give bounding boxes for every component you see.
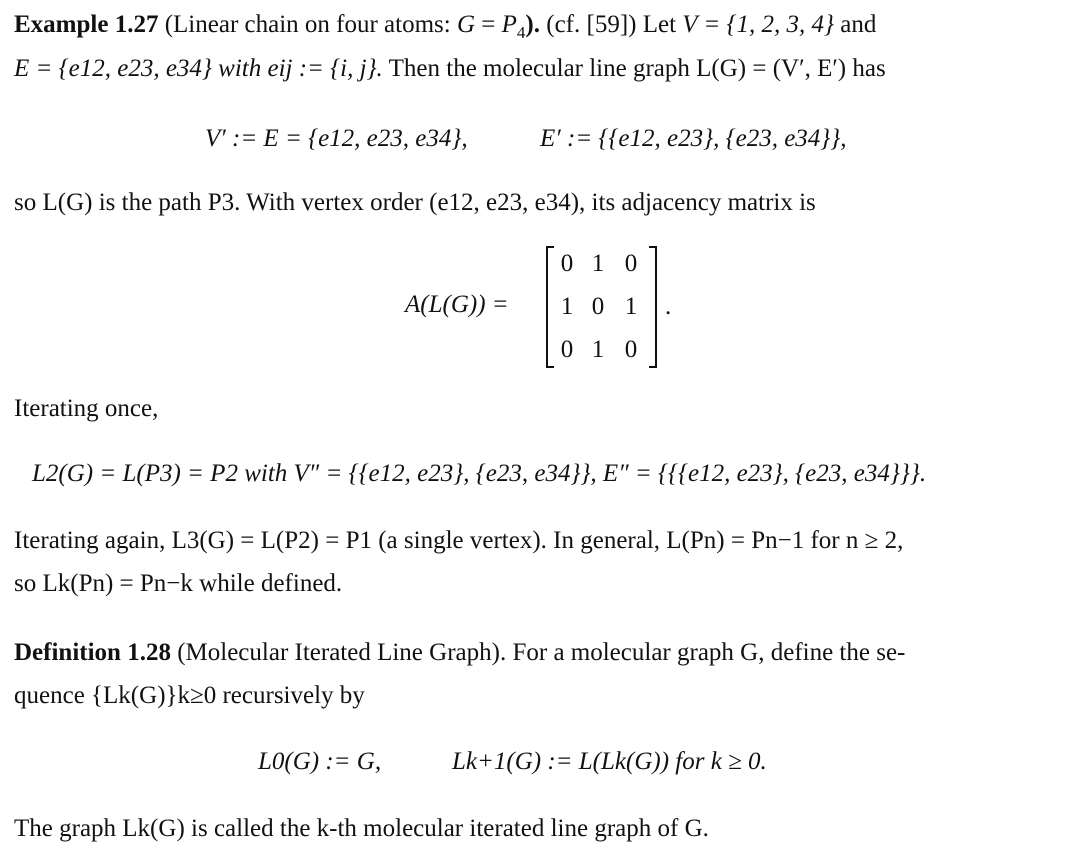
iterating-again-line-2: so Lk(Pn) = Pn−k while defined.: [14, 570, 343, 597]
definition-text-1: For a molecular graph G, define the se-: [512, 639, 906, 666]
display-L2: L2(G) = L(P3) = P2 with V″ = {{e12, e23}, {e23, e34}}, E″ = {{{e12, e23}, {e23, e34}}}.: [32, 460, 927, 487]
definition-heading-line: [14, 640, 905, 665]
iterating-again-line-1: Iterating again, L3(G) = L(P2) = P1 (a single vertex). In general, L(Pn) = Pn−1 for n ≥ 2,: [14, 527, 904, 554]
matrix-cell: 1: [624, 293, 638, 320]
matrix-cell: 1: [591, 336, 605, 363]
example-title-P: P: [501, 11, 517, 38]
definition-title: (Molecular Iterated Line Graph).: [177, 639, 507, 666]
matrix-right-bracket: [649, 246, 657, 368]
example-title-P-sub: 4: [516, 23, 526, 42]
iterating-once: Iterating once,: [14, 395, 159, 422]
display-Lk1: Lk+1(G) := L(Lk(G)) for k ≥ 0.: [452, 748, 767, 775]
example-E-def: E = {e12, e23, e34} with eij := {i, j}.: [14, 55, 383, 82]
example-title-eq: =: [475, 11, 502, 38]
definition-text-2: quence {Lk(G)}k≥0 recursively by: [14, 682, 365, 709]
matrix-cell: 0: [624, 336, 638, 363]
matrix-cell: 0: [624, 250, 638, 277]
example-label: Example 1.27: [14, 11, 159, 38]
matrix-cell: 0: [560, 250, 574, 277]
matrix-cell: 1: [591, 250, 605, 277]
matrix-lhs: A(L(G)) =: [405, 291, 509, 318]
example-and: and: [840, 11, 877, 38]
display-V-prime: V′ := E = {e12, e23, e34},: [205, 125, 468, 152]
adjacency-matrix-display: [405, 246, 685, 368]
example-title-close: ).: [525, 11, 540, 38]
matrix-cell: 0: [591, 293, 605, 320]
example-line2-rest: Then the molecular line graph L(G) = (V′, E′) has: [388, 55, 886, 82]
example-heading-line: [14, 11, 877, 42]
matrix-end-period: .: [665, 293, 672, 320]
example-cite: (cf. [59]) Let: [546, 11, 677, 38]
display-E-prime: E′ := {{e12, e23}, {e23, e34}},: [540, 125, 847, 152]
example-V-def: V = {1, 2, 3, 4}: [682, 11, 834, 38]
example-para-2: so L(G) is the path P3. With vertex order (e12, e23, e34), its adjacency matrix is: [14, 189, 816, 216]
example-line-2: [14, 56, 886, 81]
definition-closing: The graph Lk(G) is called the k-th molecular iterated line graph of G.: [14, 815, 709, 842]
matrix-cell: 1: [560, 293, 574, 320]
definition-label: Definition 1.28: [14, 639, 171, 666]
example-title-G: G: [456, 11, 476, 38]
matrix-cell: 0: [560, 336, 574, 363]
display-L0: L0(G) := G,: [258, 748, 382, 775]
matrix-left-bracket: [546, 246, 554, 368]
example-title-open: (Linear chain on four atoms:: [164, 11, 457, 38]
